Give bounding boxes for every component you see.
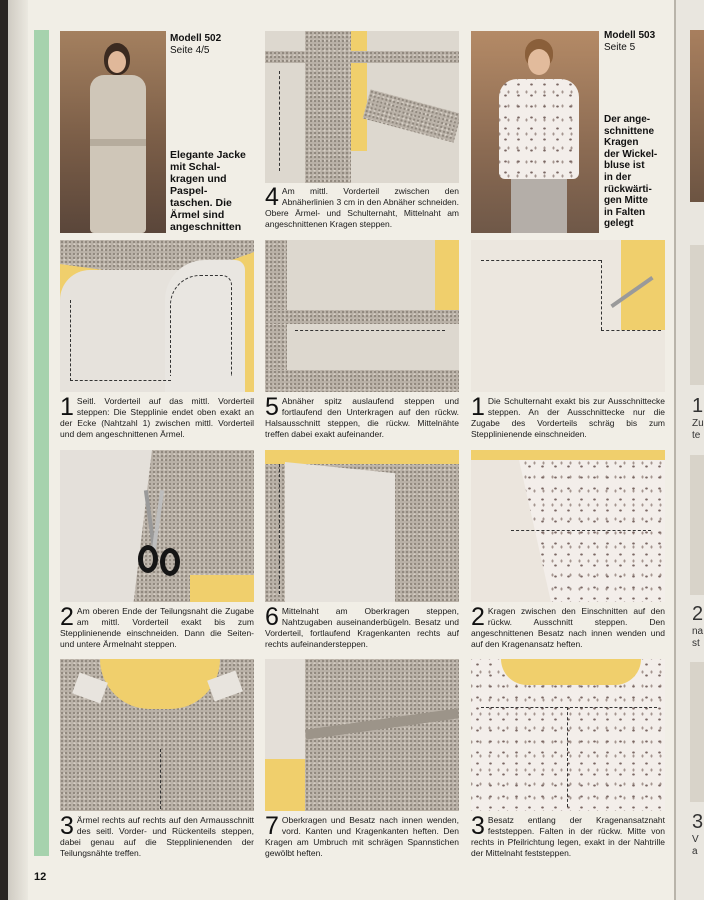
step-6-number: 6 [265,603,279,631]
step-2-text: Am oberen Ende der Teilungsnaht die Zugabe am mittl. Vorderteil exakt bis zum Stepplinienende einschneiden. Dann die Seiten- und untere Ärmelnaht steppen. [60,606,254,649]
step-7-photo [265,659,459,811]
model-502-description [170,149,246,233]
scissors-icon [138,490,188,580]
model-503-figure [493,39,583,233]
model-503-photo [471,31,599,233]
step-3-caption [60,812,254,859]
step-1-caption [60,393,254,440]
b-step-1-caption [471,393,665,440]
step-3-number: 3 [60,812,74,840]
model-503-blurb-line: in Falten [604,206,646,218]
model-502-blurb-line: mit Schal- [170,161,221,173]
step-2-number: 2 [60,603,74,631]
green-margin-band [34,30,49,856]
b-step-2-caption [471,603,665,650]
model-503-blurb-line: bluse ist [604,160,645,172]
next-page-fragment: V [692,834,699,845]
next-page-fragment: st [692,638,700,649]
step-5-text: Abnäher spitz auslaufend steppen und fortlaufend den Unterkragen auf den rückw. Halsausschnitt steppen, die rückw. Mittelnähte treffen dabei exakt aufeinander. [265,396,459,439]
step-5-caption [265,393,459,440]
model-503-blurb-line: Kragen [604,137,639,149]
next-page-panel [690,245,704,385]
next-page-fragment: 1 [692,395,704,417]
step-4-text: Am mittl. Vorderteil zwischen den Abnäherlinien 3 cm in den Abnäher schneiden. Obere Ärmel- und Schulternaht, Mittelnaht am angeschnittenen Kragen steppen. [265,186,459,229]
model-502-blurb-line: taschen. Die [170,197,232,209]
model-502-heading [170,33,221,57]
step-1-number: 1 [60,393,74,421]
step-3-photo [60,659,254,811]
next-page-edge [674,0,704,900]
magazine-page [8,0,692,900]
page-gutter [8,0,28,900]
step-2-caption [60,603,254,650]
model-502-photo [60,31,166,233]
step-6-caption [265,603,459,650]
step-4-number: 4 [265,183,279,211]
next-page-fragment: 2 [692,603,704,625]
model-503-blurb-line: schnittene [604,125,655,137]
step-7-caption [265,812,459,859]
b-step-3-text: Besatz entlang der Kragenansatznaht feststeppen. Falten in der rückw. Mitte von rechts in Pfeilrichtung legen, exakt in der Nahtrille der Mittelnaht feststeppen. [471,815,665,858]
b-step-2-photo [471,450,665,602]
model-502-title: Modell 502 [170,33,222,44]
model-503-description [604,114,657,230]
model-503-blurb-line: der Wickel- [604,148,658,160]
model-503-blurb-line: gelegt [604,218,634,230]
model-503-blurb-line: in der [604,171,632,183]
model-503-blurb-line: Der ange- [604,114,651,125]
model-503-blurb-line: gen Mitte [604,195,648,207]
b-step-3-photo [471,659,665,811]
page-number: 12 [34,871,47,883]
step-7-number: 7 [265,812,279,840]
b-step-2-text: Kragen zwischen den Einschnitten auf den rückw. Ausschnitt steppen. Den angeschnittenen Besatz nach innen wenden und auf den Kragenansatz heften. [471,606,665,649]
b-step-3-number: 3 [471,812,485,840]
step-5-photo [265,240,459,392]
next-page-fragment: 3 [692,811,704,833]
model-502-blurb-line: angeschnitten [170,221,242,233]
b-step-2-number: 2 [471,603,485,631]
step-5-number: 5 [265,393,279,421]
model-503-title: Modell 503 [604,30,656,41]
model-503-heading [604,30,655,54]
next-page-photo [690,30,704,202]
model-502-blurb-line: kragen und [170,173,227,185]
model-502-blurb-line: Ärmel sind [170,209,225,221]
step-6-photo [265,450,459,602]
model-502-blurb-line: Paspel- [170,185,208,197]
step-2-photo [60,450,254,602]
step-4-caption [265,183,459,230]
model-502-pages: Seite 4/5 [170,45,210,56]
model-502-blurb-line: Elegante Jacke [170,149,246,161]
model-503-blurb-line: rückwärti- [604,183,652,195]
next-page-panel [690,455,704,595]
step-3-text: Ärmel rechts auf rechts auf den Armausschnitt des seitl. Vorder- und Rückenteils steppen, dabei genau auf die Stepplinienenden der Teilungsnähte treffen. [60,815,254,858]
b-step-1-text: Die Schulternaht exakt bis zur Ausschnittecke steppen. An der Ausschnittecke nur die Zugabe des Vorderteils schräg bis zum Stepplinienende einschneiden. [471,396,665,439]
model-503-pages: Seite 5 [604,42,636,53]
step-1-text: Seitl. Vorderteil auf das mittl. Vorderteil steppen: Die Stepplinie endet oben exakt an der Ecke (Nahtzahl 1) zwischen mittl. Vorderteil und dem angeschnittenen Ärmel. [60,396,254,439]
next-page-fragment: a [692,846,698,857]
step-7-text: Oberkragen und Besatz nach innen wenden, vord. Kanten und Kragenkanten heften. Den Kragen am Umbruch mit schrägen Spannstichen gewölbt heften. [265,815,459,858]
model-502-figure [82,39,152,233]
next-page-fragment: na [692,626,704,637]
step-6-text: Mittelnaht am Oberkragen steppen, Nahtzugaben auseinanderbügeln. Besatz und Vorderteil, fortlaufend Kragenkanten rechts auf rechts aufeinandersteppen. [265,606,459,649]
b-step-1-number: 1 [471,393,485,421]
step-1-photo [60,240,254,392]
next-page-fragment: te [692,430,701,441]
next-page-panel [690,662,704,802]
b-step-1-photo [471,240,665,392]
next-page-fragment: Zu [692,418,704,429]
b-step-3-caption [471,812,665,859]
step-4-photo [265,31,459,183]
